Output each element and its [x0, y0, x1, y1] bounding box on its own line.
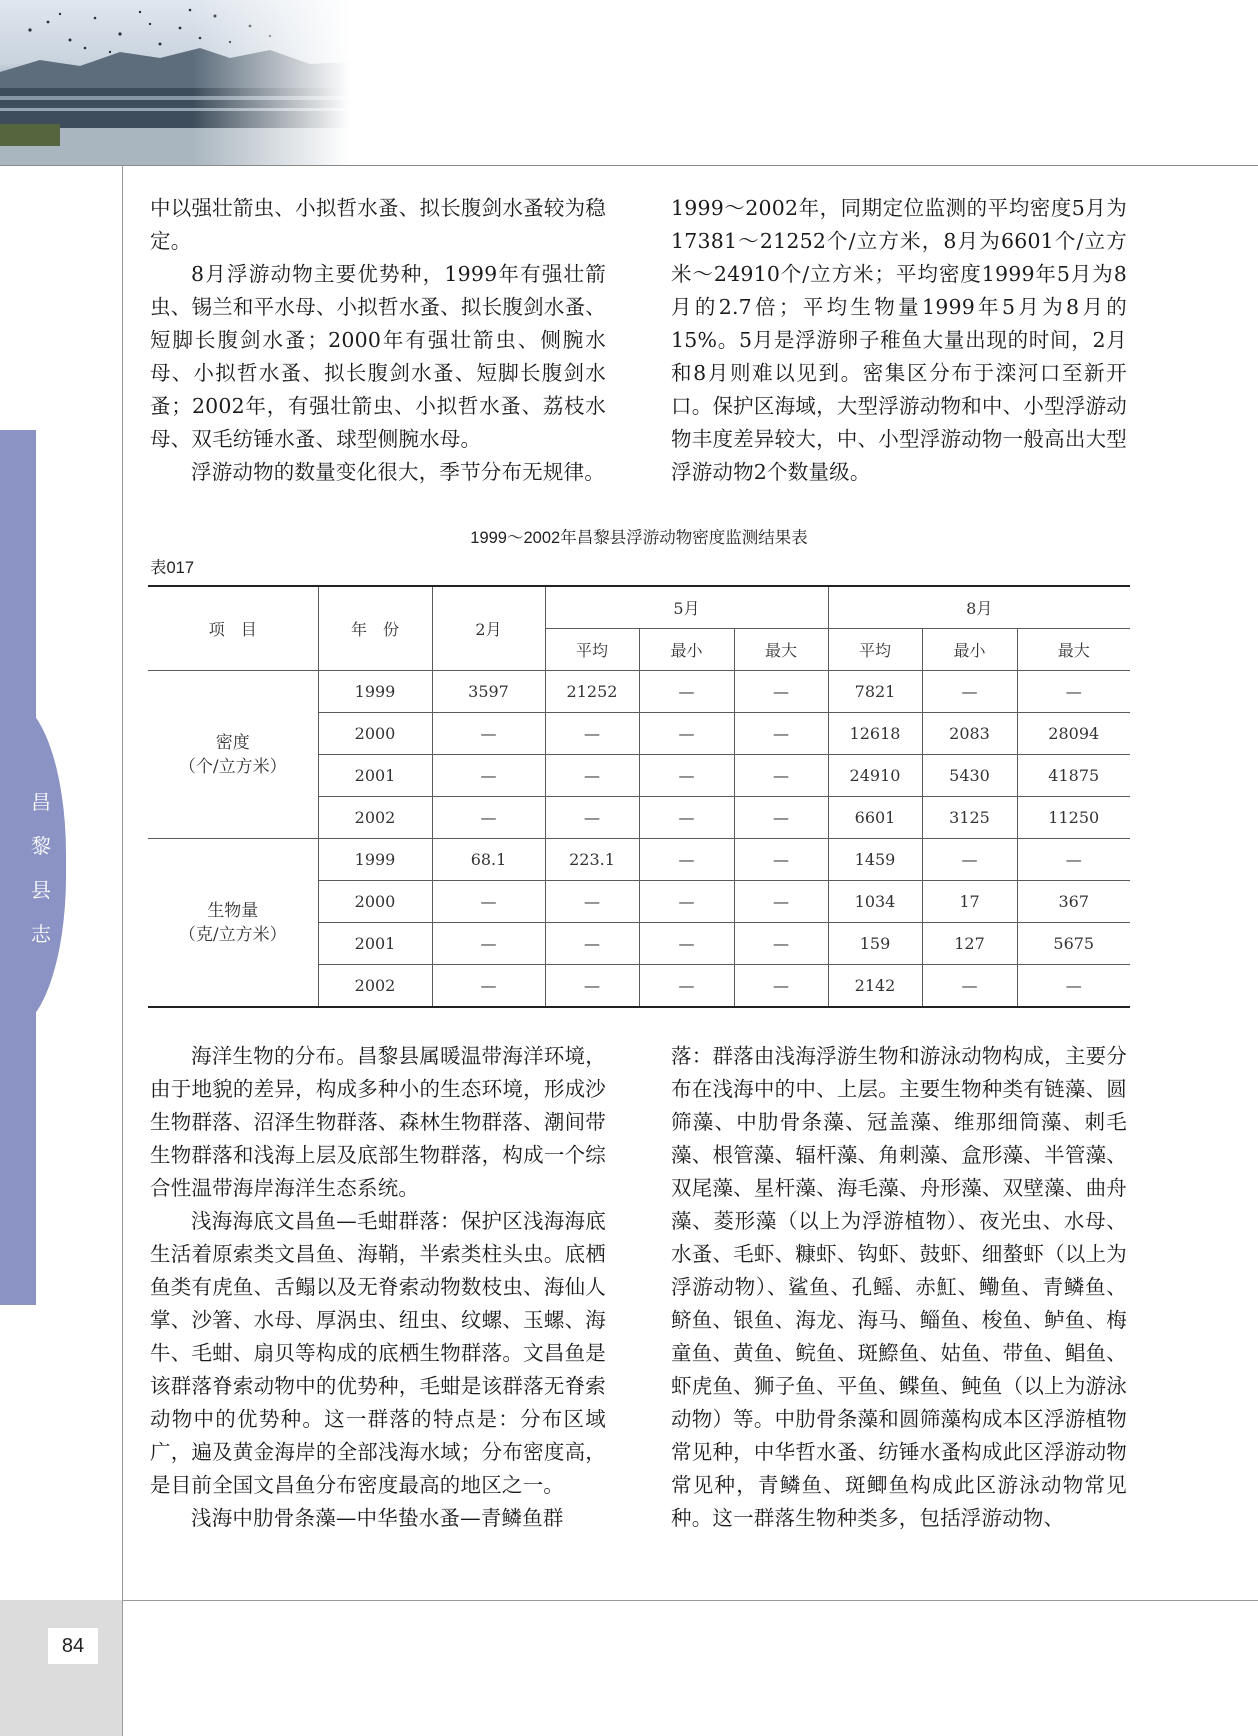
value-cell: —	[734, 839, 828, 881]
value-cell: 7821	[828, 671, 922, 713]
value-cell: —	[432, 713, 545, 755]
value-cell: —	[922, 839, 1017, 881]
row-group-label	[148, 839, 318, 1008]
upper-left-column	[150, 192, 606, 489]
value-cell: —	[639, 797, 734, 839]
value-cell: —	[545, 713, 639, 755]
value-cell: 3125	[922, 797, 1017, 839]
value-cell: —	[1017, 671, 1130, 713]
paragraph: 8月浮游动物主要优势种，1999年有强壮箭虫、锡兰和平水母、小拟哲水蚤、拟长腹剑水蚤、短脚长腹剑水蚤；2000年有强壮箭虫、侧腕水母、小拟哲水蚤、拟长腹剑水蚤、短脚长腹剑水蚤；2002年，有强壮箭虫、小拟哲水蚤、荔枝水母、双毛纺锤水蚤、球型侧腕水母。	[150, 262, 606, 451]
value-cell: —	[639, 755, 734, 797]
row-group-label	[148, 671, 318, 839]
header-aug-min: 最小	[922, 629, 1017, 671]
year-cell: 1999	[318, 671, 432, 713]
value-cell: 3597	[432, 671, 545, 713]
page-number: 84	[48, 1628, 98, 1664]
value-cell: —	[1017, 839, 1130, 881]
value-cell: —	[639, 881, 734, 923]
header-year: 年 份	[318, 586, 432, 671]
header-may-avg: 平均	[545, 629, 639, 671]
year-cell: 2002	[318, 965, 432, 1008]
value-cell: 12618	[828, 713, 922, 755]
value-cell: —	[734, 713, 828, 755]
value-cell: —	[639, 923, 734, 965]
value-cell: 223.1	[545, 839, 639, 881]
value-cell: 41875	[1017, 755, 1130, 797]
year-cell: 2000	[318, 881, 432, 923]
year-cell: 2002	[318, 797, 432, 839]
value-cell: —	[639, 713, 734, 755]
value-cell: —	[545, 965, 639, 1008]
table-title: 1999～2002年昌黎县浮游动物密度监测结果表	[470, 529, 808, 547]
value-cell: —	[432, 965, 545, 1008]
header-item: 项 目	[148, 586, 318, 671]
value-cell: —	[545, 797, 639, 839]
paragraph: 浅海中肋骨条藻—中华蛰水蚤—青鳞鱼群	[191, 1506, 564, 1530]
density-table	[148, 585, 1130, 1008]
table-number: 表017	[150, 559, 195, 577]
table-row	[148, 839, 1130, 881]
value-cell: —	[639, 671, 734, 713]
paragraph: 浮游动物的数量变化很大，季节分布无规律。	[191, 460, 605, 484]
margin-divider	[122, 165, 123, 1736]
group-label-name: 生物量	[207, 900, 259, 921]
value-cell: —	[734, 755, 828, 797]
value-cell: —	[545, 881, 639, 923]
value-cell: 127	[922, 923, 1017, 965]
header-aug-max: 最大	[1017, 629, 1130, 671]
year-cell: 2000	[318, 713, 432, 755]
value-cell: 28094	[1017, 713, 1130, 755]
group-label-name: 密度	[215, 732, 250, 753]
group-label-unit: （克/立方米）	[178, 924, 287, 945]
value-cell: 5430	[922, 755, 1017, 797]
value-cell: —	[734, 965, 828, 1008]
header-aug-avg: 平均	[828, 629, 922, 671]
value-cell: 5675	[1017, 923, 1130, 965]
table-header-row	[148, 586, 1130, 629]
paragraph: 1999～2002年，同期定位监测的平均密度5月为17381～21252个/立方米，8月为6601个/立方米～24910个/立方米；平均密度1999年5月为8月的2.7倍；平均生物量1999年5月为8月的15%。5月是浮游卵子稚鱼大量出现的时间，2月和8月则难以见到。密集区分布于滦河口至新开口。保护区海域，大型浮游动物和中、小型浮游动物丰度差异较大，中、小型浮游动物一般高出大型浮游动物2个数量级。	[671, 196, 1127, 484]
value-cell: —	[922, 671, 1017, 713]
value-cell: 6601	[828, 797, 922, 839]
paragraph: 中以强壮箭虫、小拟哲水蚤、拟长腹剑水蚤较为稳定。	[150, 196, 606, 253]
value-cell: —	[734, 797, 828, 839]
header-feb: 2月	[432, 586, 545, 671]
value-cell: 21252	[545, 671, 639, 713]
footer-band	[0, 1600, 122, 1736]
value-cell: 159	[828, 923, 922, 965]
value-cell: —	[432, 923, 545, 965]
paragraph: 浅海海底文昌鱼—毛蚶群落：保护区浅海海底生活着原索类文昌鱼、海鞘，半索类柱头虫。底栖鱼类有虎鱼、舌鳎以及无脊索动物数枝虫、海仙人掌、沙箸、水母、厚涡虫、纽虫、纹螺、玉螺、海牛、毛蚶、扇贝等构成的底栖生物群落。文昌鱼是该群落脊索动物中的优势种，毛蚶是该群落无脊索动物中的优势种。这一群落的特点是：分布区域广，遍及黄金海岸的全部浅海水域；分布密度高，是目前全国文昌鱼分布密度最高的地区之一。	[150, 1209, 606, 1497]
header-aug: 8月	[828, 586, 1130, 629]
header-divider	[0, 165, 1258, 166]
value-cell: 11250	[1017, 797, 1130, 839]
value-cell: —	[545, 923, 639, 965]
lower-right-column	[671, 1040, 1127, 1535]
header-may: 5月	[545, 586, 828, 629]
group-label-unit: （个/立方米）	[178, 756, 287, 777]
year-cell: 2001	[318, 755, 432, 797]
year-cell: 1999	[318, 839, 432, 881]
value-cell: 68.1	[432, 839, 545, 881]
value-cell: —	[639, 839, 734, 881]
header-may-max: 最大	[734, 629, 828, 671]
value-cell: —	[734, 923, 828, 965]
table-row	[148, 671, 1130, 713]
value-cell: —	[545, 755, 639, 797]
value-cell: 17	[922, 881, 1017, 923]
year-cell: 2001	[318, 923, 432, 965]
header-landscape-photo	[0, 0, 350, 165]
value-cell: 2142	[828, 965, 922, 1008]
value-cell: —	[432, 881, 545, 923]
value-cell: —	[639, 965, 734, 1008]
value-cell: —	[922, 965, 1017, 1008]
table-body	[148, 671, 1130, 1008]
value-cell: 2083	[922, 713, 1017, 755]
value-cell: —	[734, 881, 828, 923]
header-may-min: 最小	[639, 629, 734, 671]
value-cell: —	[432, 797, 545, 839]
value-cell: 1459	[828, 839, 922, 881]
value-cell: —	[734, 671, 828, 713]
paragraph: 落：群落由浅海浮游生物和游泳动物构成，主要分布在浅海中的中、上层。主要生物种类有链藻、圆筛藻、中肋骨条藻、冠盖藻、维那细筒藻、刺毛藻、根管藻、辐杆藻、角刺藻、盒形藻、半管藻、双尾藻、星杆藻、海毛藻、舟形藻、双壁藻、曲舟藻、菱形藻（以上为浮游植物）、夜光虫、水母、水蚤、毛虾、糠虾、钩虾、鼓虾、细螯虾（以上为浮游动物）、鲨鱼、孔鳐、赤魟、鳓鱼、青鳞鱼、鲚鱼、银鱼、海龙、海马、鲻鱼、梭鱼、鲈鱼、梅童鱼、黄鱼、鲩鱼、斑鰶鱼、姑鱼、带鱼、鲳鱼、虾虎鱼、狮子鱼、平鱼、鲽鱼、鲀鱼（以上为游泳动物）等。中肋骨条藻和圆筛藻构成本区浮游植物常见种，中华哲水蚤、纺锤水蚤构成此区浮游动物常见种，青鳞鱼、斑鲫鱼构成此区游泳动物常见种。这一群落生物种类多，包括浮游动物、	[671, 1044, 1127, 1530]
value-cell: 1034	[828, 881, 922, 923]
value-cell: —	[1017, 965, 1130, 1008]
footer-divider	[122, 1600, 1258, 1601]
value-cell: 367	[1017, 881, 1130, 923]
upper-right-column	[671, 192, 1127, 489]
side-book-title: 昌黎县志	[31, 790, 51, 946]
paragraph: 海洋生物的分布。昌黎县属暖温带海洋环境，由于地貌的差异，构成多种小的生态环境，形成沙生物群落、沼泽生物群落、森林生物群落、潮间带生物群落和浅海上层及底部生物群落，构成一个综合性温带海岸海洋生态系统。	[150, 1044, 606, 1200]
lower-left-column	[150, 1040, 606, 1535]
value-cell: —	[432, 755, 545, 797]
value-cell: 24910	[828, 755, 922, 797]
